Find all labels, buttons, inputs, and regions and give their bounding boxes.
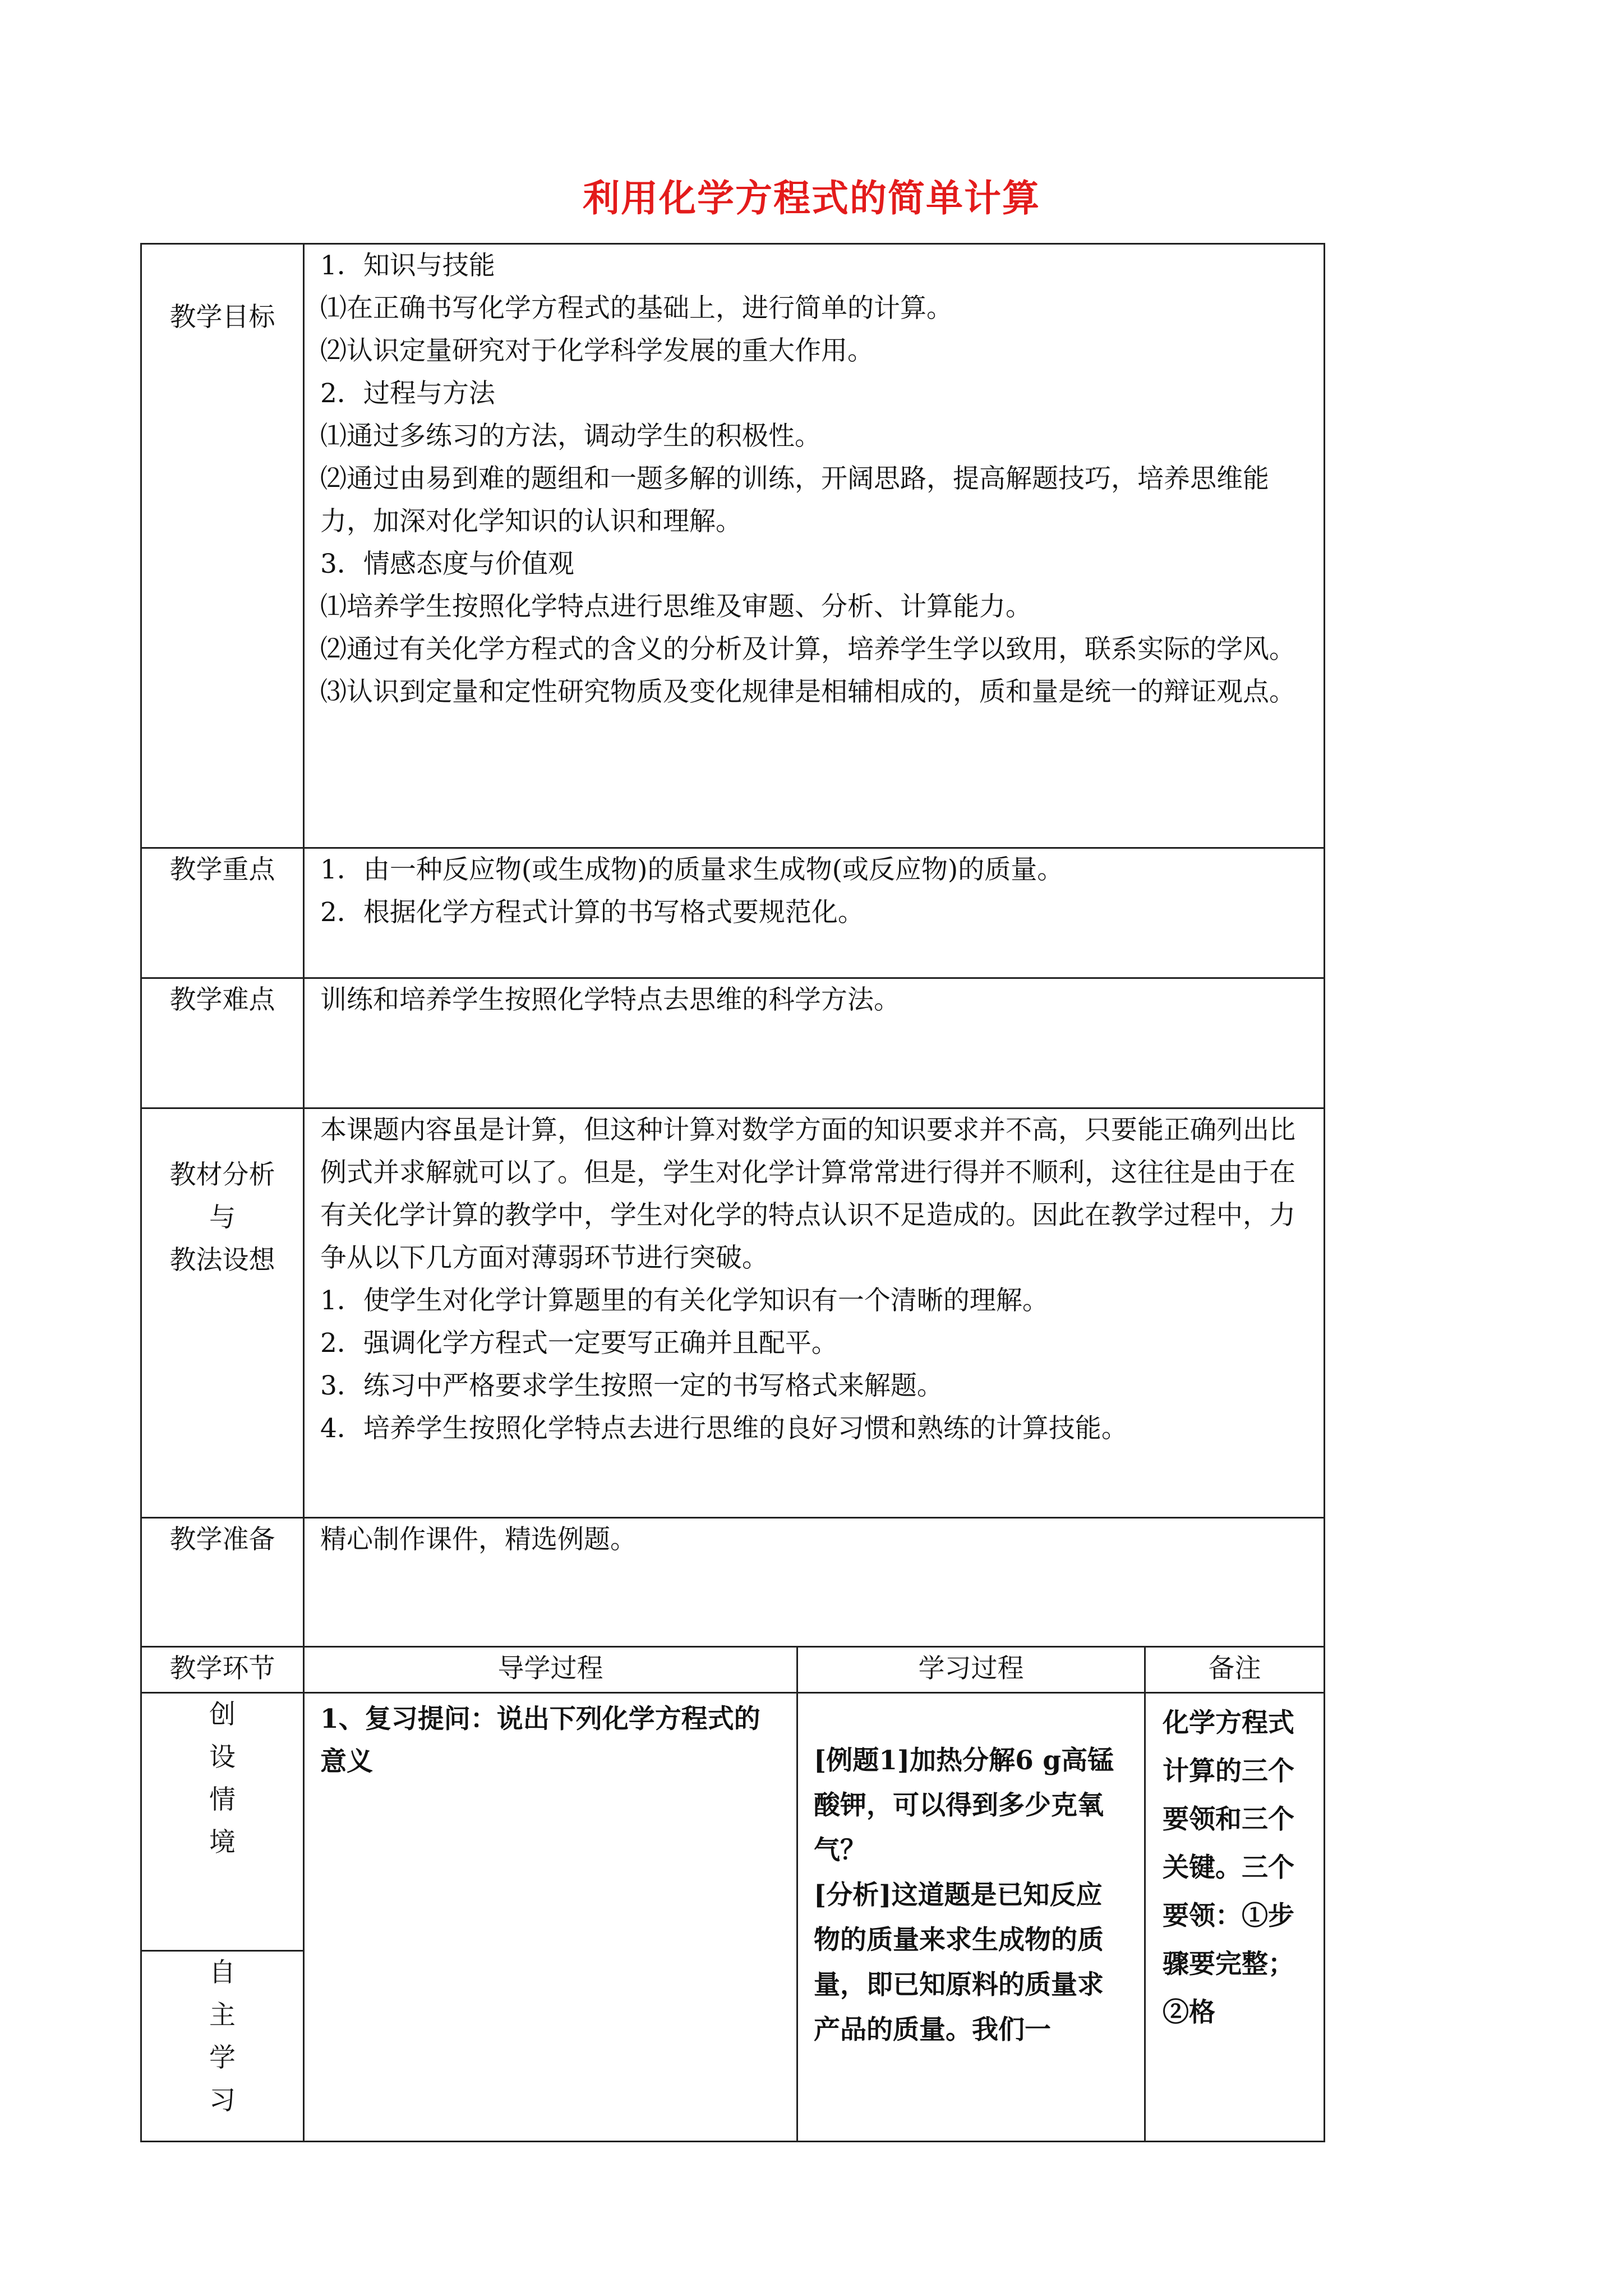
difficulties-label: 教学难点 bbox=[141, 978, 304, 1108]
learning-process bbox=[797, 1693, 1145, 2142]
objectives-line: ⑵通过有关化学方程式的含义的分析及计算，培养学生学以致用，联系实际的学风。 bbox=[320, 634, 1295, 665]
preparation-row bbox=[141, 1518, 1325, 1647]
header-notes: 备注 bbox=[1145, 1647, 1325, 1693]
stage-create-situation: 创 设 情 境 bbox=[141, 1693, 304, 1951]
lesson-plan-table bbox=[140, 243, 1325, 2142]
analysis-line: 3．练习中严格要求学生按照一定的书写格式来解题。 bbox=[320, 1370, 943, 1401]
key-points-label: 教学重点 bbox=[141, 848, 304, 978]
example-1: [例题1]加热分解6 g高锰酸钾，可以得到多少克氧气？ bbox=[814, 1745, 1114, 1866]
objectives-line: ⑵认识定量研究对于化学科学发展的重大作用。 bbox=[320, 335, 874, 366]
key-points-line: 2．根据化学方程式计算的书写格式要规范化。 bbox=[320, 897, 864, 928]
analysis-row bbox=[141, 1108, 1325, 1518]
key-points-line: 1．由一种反应物(或生成物)的质量求生成物(或反应物)的质量。 bbox=[320, 854, 1064, 885]
analysis-content bbox=[304, 1108, 1325, 1518]
objectives-label: 教学目标 bbox=[141, 244, 304, 848]
analysis-note: [分析]这道题是已知反应物的质量来求生成物的质量，即已知原料的质量求产品的质量。我们一 bbox=[814, 1880, 1104, 2045]
objectives-line: 1．知识与技能 bbox=[320, 250, 495, 281]
guide-process: 1、复习提问：说出下列化学方程式的意义 bbox=[304, 1693, 797, 2142]
header-learning: 学习过程 bbox=[797, 1647, 1145, 1693]
analysis-line: 1．使学生对化学计算题里的有关化学知识有一个清晰的理解。 bbox=[320, 1285, 1049, 1316]
analysis-line: 2．强调化学方程式一定要写正确并且配平。 bbox=[320, 1328, 838, 1359]
notes: 化学方程式计算的三个要领和三个关键。三个要领：①步骤要完整；②格 bbox=[1145, 1693, 1325, 2142]
objectives-line: ⑴通过多练习的方法，调动学生的积极性。 bbox=[320, 421, 821, 452]
process-header-row bbox=[141, 1647, 1325, 1693]
key-points-content bbox=[304, 848, 1325, 978]
objectives-line: 3．情感态度与价值观 bbox=[320, 549, 574, 579]
header-guide: 导学过程 bbox=[304, 1647, 797, 1693]
preparation-content bbox=[304, 1518, 1325, 1647]
difficulties-line: 训练和培养学生按照化学特点去思维的科学方法。 bbox=[320, 984, 900, 1015]
header-stage: 教学环节 bbox=[141, 1647, 304, 1693]
stage-self-study: 自 主 学 习 bbox=[141, 1951, 304, 2142]
objectives-line: 2．过程与方法 bbox=[320, 378, 495, 409]
analysis-label-line: 与 bbox=[209, 1202, 236, 1233]
difficulties-content bbox=[304, 978, 1325, 1108]
objectives-row bbox=[141, 244, 1325, 848]
process-row-1 bbox=[141, 1693, 1325, 1951]
objectives-line: ⑴在正确书写化学方程式的基础上，进行简单的计算。 bbox=[320, 293, 953, 324]
objectives-line: ⑴培养学生按照化学特点进行思维及审题、分析、计算能力。 bbox=[320, 591, 1032, 622]
preparation-line: 精心制作课件，精选例题。 bbox=[320, 1524, 637, 1555]
key-points-row bbox=[141, 848, 1325, 978]
difficulties-row bbox=[141, 978, 1325, 1108]
analysis-label-line: 教法设想 bbox=[169, 1245, 275, 1276]
analysis-paragraph: 本课题内容虽是计算，但这种计算对数学方面的知识要求并不高，只要能正确列出比例式并求解就可以了。但是，学生对化学计算常常进行得并不顺利，这往往是由于在有关化学计算的教学中，学生对化学的特点认识不足造成的。因此在教学过程中，力争从以下几方面对薄弱环节进行突破。 bbox=[320, 1115, 1295, 1273]
analysis-line: 4．培养学生按照化学特点去进行思维的良好习惯和熟练的计算技能。 bbox=[320, 1413, 1128, 1444]
page-title: 利用化学方程式的简单计算 bbox=[583, 176, 1040, 220]
analysis-label bbox=[141, 1108, 304, 1518]
preparation-label: 教学准备 bbox=[141, 1518, 304, 1647]
objectives-line: ⑶认识到定量和定性研究物质及变化规律是相辅相成的，质和量是统一的辩证观点。 bbox=[320, 677, 1295, 707]
objectives-content bbox=[304, 244, 1325, 848]
analysis-label-line: 教材分析 bbox=[169, 1159, 275, 1190]
objectives-line: ⑵通过由易到难的题组和一题多解的训练，开阔思路，提高解题技巧，培养思维能力，加深对化学知识的认识和理解。 bbox=[320, 463, 1269, 537]
